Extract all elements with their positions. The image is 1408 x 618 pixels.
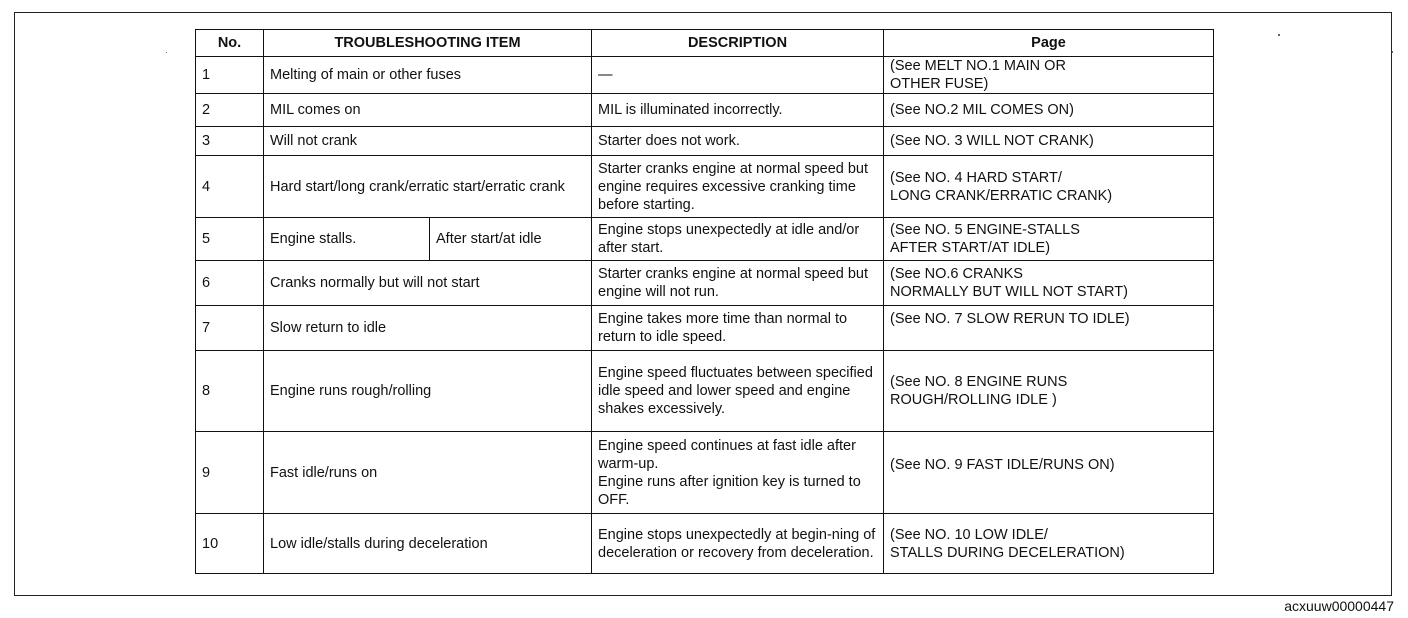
scan-speck xyxy=(1391,51,1393,53)
description: — xyxy=(592,57,884,94)
row-number: 7 xyxy=(196,306,264,351)
page-reference: (See NO.2 MIL COMES ON) xyxy=(884,94,1214,127)
scan-speck xyxy=(1278,34,1280,36)
description: MIL is illuminated incorrectly. xyxy=(592,94,884,127)
troubleshooting-item: Cranks normally but will not start xyxy=(264,261,592,306)
troubleshooting-item: MIL comes on xyxy=(264,94,592,127)
page-reference: (See NO. 5 ENGINE-STALLS AFTER START/AT IDLE) xyxy=(884,218,1214,261)
page-reference: (See NO. 7 SLOW RERUN TO IDLE) xyxy=(884,306,1214,351)
table-header-row xyxy=(196,30,1214,57)
description: Engine stops unexpectedly at idle and/or after start. xyxy=(592,218,884,261)
description: Engine speed continues at fast idle after warm-up. Engine runs after ignition key is turned to OFF. xyxy=(592,432,884,514)
header-troubleshooting-item: TROUBLESHOOTING ITEM xyxy=(264,30,592,57)
description: Engine stops unexpectedly at begin-ning of deceleration or recovery from deceleration. xyxy=(592,514,884,574)
description: Starter cranks engine at normal speed but engine requires excessive cranking time before starting. xyxy=(592,156,884,218)
troubleshooting-item: Melting of main or other fuses xyxy=(264,57,592,94)
table-row xyxy=(196,94,1214,127)
troubleshooting-item: Slow return to idle xyxy=(264,306,592,351)
table-row xyxy=(196,156,1214,218)
troubleshooting-table xyxy=(195,29,1214,574)
table-row xyxy=(196,432,1214,514)
row-number: 8 xyxy=(196,351,264,432)
page-reference: (See NO.6 CRANKS NORMALLY BUT WILL NOT START) xyxy=(884,261,1214,306)
description: Starter cranks engine at normal speed but engine will not run. xyxy=(592,261,884,306)
troubleshooting-item: Hard start/long crank/erratic start/erratic crank xyxy=(264,156,592,218)
troubleshooting-item: Low idle/stalls during deceleration xyxy=(264,514,592,574)
page-reference: (See NO. 4 HARD START/ LONG CRANK/ERRATIC CRANK) xyxy=(884,156,1214,218)
description: Engine speed fluctuates between specified idle speed and lower speed and engine shakes excessively. xyxy=(592,351,884,432)
table-row xyxy=(196,351,1214,432)
table-row xyxy=(196,306,1214,351)
troubleshooting-item: Engine stalls. xyxy=(264,218,430,261)
page-reference: (See NO. 10 LOW IDLE/ STALLS DURING DECELERATION) xyxy=(884,514,1214,574)
row-number: 9 xyxy=(196,432,264,514)
table-row xyxy=(196,57,1214,94)
page-reference: (See NO. 9 FAST IDLE/RUNS ON) xyxy=(884,432,1214,514)
row-number: 2 xyxy=(196,94,264,127)
page-reference: (See NO. 8 ENGINE RUNS ROUGH/ROLLING IDLE ) xyxy=(884,351,1214,432)
row-number: 10 xyxy=(196,514,264,574)
row-number: 3 xyxy=(196,127,264,156)
page-reference: (See NO. 3 WILL NOT CRANK) xyxy=(884,127,1214,156)
header-page: Page xyxy=(884,30,1214,57)
row-number: 5 xyxy=(196,218,264,261)
table-row xyxy=(196,514,1214,574)
troubleshooting-item: Fast idle/runs on xyxy=(264,432,592,514)
page-reference: (See MELT NO.1 MAIN OR OTHER FUSE) xyxy=(884,57,1214,94)
table-row xyxy=(196,218,1214,261)
table-row xyxy=(196,127,1214,156)
description: Engine takes more time than normal to return to idle speed. xyxy=(592,306,884,351)
description: Starter does not work. xyxy=(592,127,884,156)
troubleshooting-item: Will not crank xyxy=(264,127,592,156)
table-row xyxy=(196,261,1214,306)
troubleshooting-item: Engine runs rough/rolling xyxy=(264,351,592,432)
row-number: 6 xyxy=(196,261,264,306)
scan-speck xyxy=(166,52,167,53)
row-number: 1 xyxy=(196,57,264,94)
troubleshooting-subitem: After start/at idle xyxy=(430,218,592,261)
figure-id: acxuuw00000447 xyxy=(1284,598,1394,614)
header-description: DESCRIPTION xyxy=(592,30,884,57)
header-no: No. xyxy=(196,30,264,57)
row-number: 4 xyxy=(196,156,264,218)
